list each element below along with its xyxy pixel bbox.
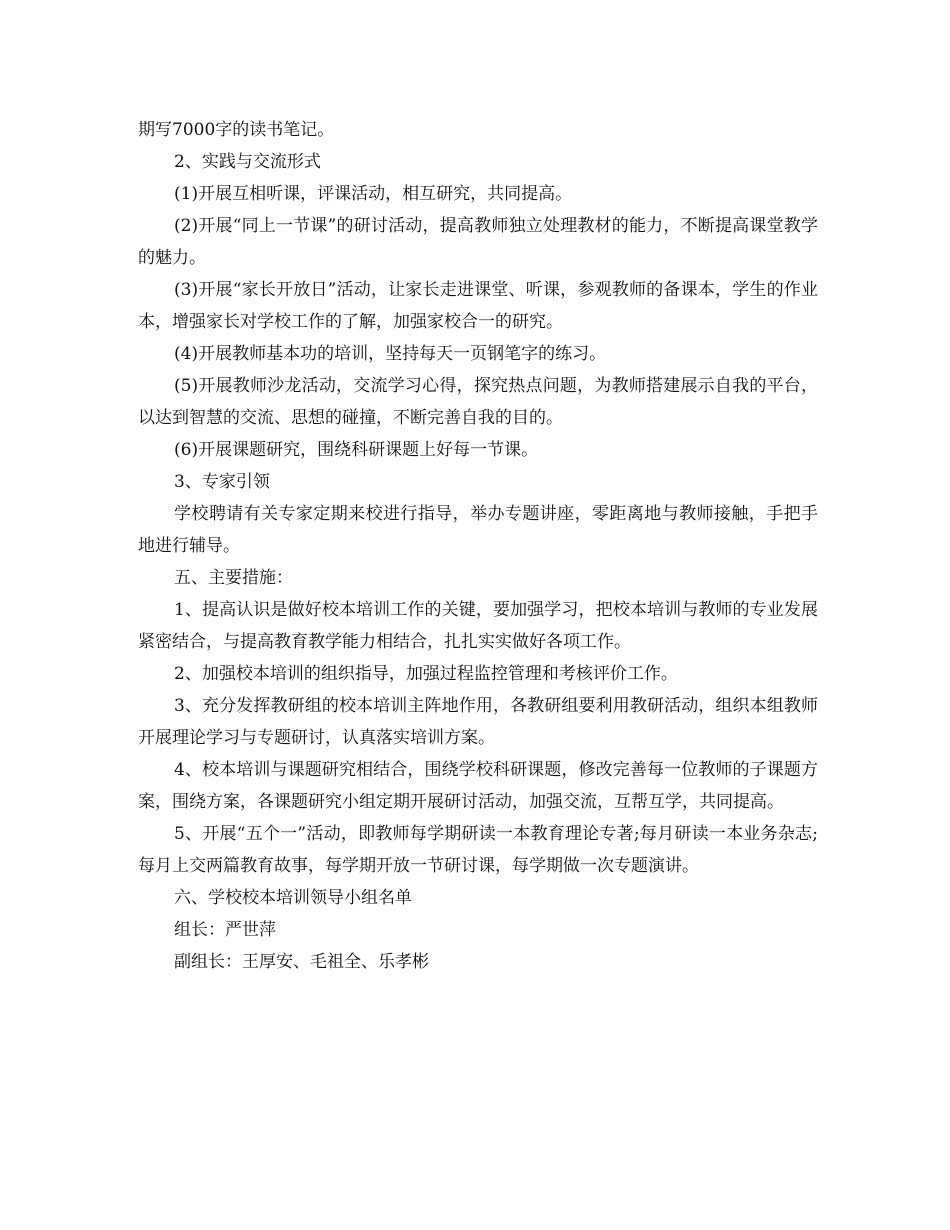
paragraph-continuation: 期写7000字的读书笔记。: [138, 120, 335, 140]
paragraph-measure-5: 5、开展“五个一”活动，即教师每学期研读一本教育理论专著;每月研读一本业务杂志;每月上交两篇教育故事，每学期开放一节研讨课，每学期做一次专题演讲。: [138, 824, 818, 876]
paragraph-measure-4: 4、校本培训与课题研究相结合，围绕学校科研课题，修改完善每一位教师的子课题方案，围绕方案，各课题研究小组定期开展研讨活动，加强交流，互帮互学，共同提高。: [138, 760, 818, 812]
paragraph-deputy-leaders: 副组长：王厚安、毛祖全、乐孝彬: [174, 952, 429, 972]
paragraph-experts-body: 学校聘请有关专家定期来校进行指导，举办专题讲座，零距离地与教师接触，手把手地进行辅导。: [138, 504, 818, 556]
paragraph-leader: 组长：严世萍: [174, 920, 276, 940]
paragraph-heading-experts: 3、专家引领: [174, 472, 270, 492]
paragraph-item-3: (3)开展“家长开放日”活动，让家长走进课堂、听课，参观教师的备课本，学生的作业本，增强家长对学校工作的了解，加强家校合一的研究。: [138, 280, 818, 332]
paragraph-measure-1: 1、提高认识是做好校本培训工作的关键，要加强学习，把校本培训与教师的专业发展紧密结合，与提高教育教学能力相结合，扎扎实实做好各项工作。: [138, 600, 818, 652]
paragraph-item-2: (2)开展“同上一节课”的研讨活动，提高教师独立处理教材的能力，不断提高课堂教学的魅力。: [138, 216, 818, 268]
section-heading-leadership: 六、学校校本培训领导小组名单: [174, 888, 412, 908]
paragraph-measure-3: 3、充分发挥教研组的校本培训主阵地作用，各教研组要利用教研活动，组织本组教师开展理论学习与专题研讨，认真落实培训方案。: [138, 696, 818, 748]
paragraph-item-6: (6)开展课题研究，围绕科研课题上好每一节课。: [174, 440, 539, 460]
document-body: [138, 114, 818, 978]
paragraph-heading-practice: 2、实践与交流形式: [174, 152, 321, 172]
section-heading-measures: 五、主要措施：: [174, 568, 293, 588]
paragraph-item-4: (4)开展教师基本功的培训，坚持每天一页钢笔字的练习。: [174, 344, 607, 364]
paragraph-item-1: (1)开展互相听课，评课活动，相互研究，共同提高。: [174, 184, 573, 204]
paragraph-measure-2: 2、加强校本培训的组织指导，加强过程监控管理和考核评价工作。: [174, 664, 678, 684]
paragraph-item-5: (5)开展教师沙龙活动，交流学习心得，探究热点问题，为教师搭建展示自我的平台，以达到智慧的交流、思想的碰撞，不断完善自我的目的。: [138, 376, 818, 428]
